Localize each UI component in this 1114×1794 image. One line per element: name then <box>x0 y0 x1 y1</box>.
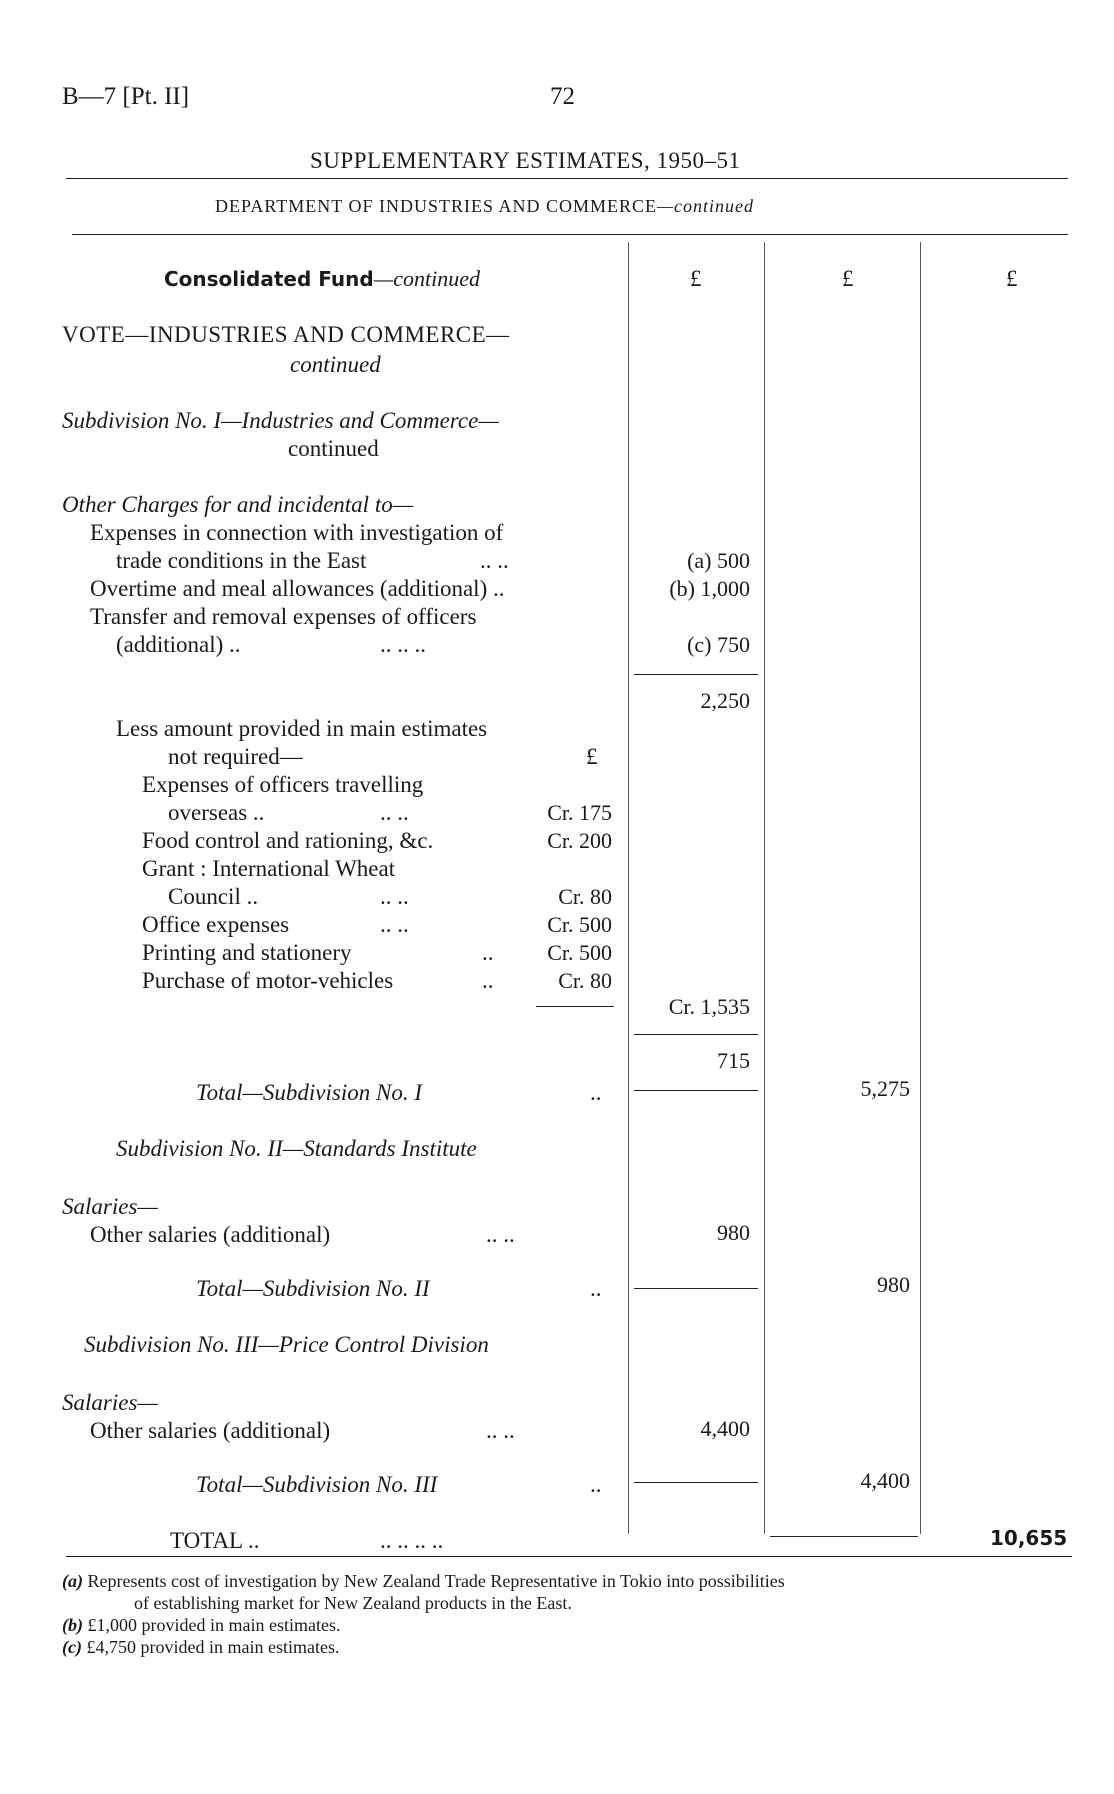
sub1-item-3-line2: (additional) .. <box>116 632 241 657</box>
department-heading <box>215 196 754 217</box>
sub2-heading: Subdivision No. II—Standards Institute <box>116 1136 477 1161</box>
credit-2-value: Cr. 200 <box>547 828 612 853</box>
column-currency-3: £ <box>1006 266 1018 291</box>
department-continued: —continued <box>656 196 754 216</box>
credit-3-line1: Grant : International Wheat <box>142 856 396 881</box>
footnote-a <box>62 1570 785 1592</box>
credit-5-line1: Printing and stationery <box>142 940 352 965</box>
sub2-total-dots: .. <box>590 1276 602 1301</box>
sub1-item-3-dots: .. .. .. <box>380 632 426 657</box>
sub3-item-dots: .. .. <box>486 1418 515 1443</box>
sub2-total-value: 980 <box>877 1272 910 1297</box>
less-heading: Less amount provided in main estimates <box>116 716 488 741</box>
page-number: 72 <box>550 83 575 110</box>
sub1-group-heading: Other Charges for and incidental to— <box>62 492 414 517</box>
sub2-item: Other salaries (additional) <box>90 1222 331 1247</box>
sub3-item: Other salaries (additional) <box>90 1418 331 1443</box>
credit-1-line2: overseas .. <box>168 800 265 825</box>
sub1-net-rule <box>634 1034 758 1035</box>
sub2-item-value: 980 <box>717 1220 750 1245</box>
footnote-b-text: £1,000 provided in main estimates. <box>87 1615 341 1635</box>
less-heading-line2: not required— <box>168 744 303 769</box>
credit-5-dots: .. <box>482 940 494 965</box>
sub1-heading: Subdivision No. I—Industries and Commerce— <box>62 408 499 433</box>
sub1-net-value: 715 <box>717 1048 750 1073</box>
grand-total-value: 10,655 <box>990 1526 1068 1550</box>
credit-6-line1: Purchase of motor-vehicles <box>142 968 394 993</box>
sub2-group-heading: Salaries— <box>62 1194 158 1219</box>
sub1-item-1-line1: Expenses in connection with investigation of <box>90 520 504 545</box>
credit-6-dots: .. <box>482 968 494 993</box>
sub3-total-value: 4,400 <box>860 1468 910 1493</box>
credit-1-line1: Expenses of officers travelling <box>142 772 424 797</box>
column-rule-1 <box>628 242 629 1534</box>
sub1-credit-total: Cr. 1,535 <box>668 994 750 1019</box>
sub1-item-2-line1: Overtime and meal allowances (additional) .. <box>90 576 505 601</box>
grand-total-dots-1: .. .. <box>380 1528 409 1553</box>
credit-3-dots: .. .. <box>380 884 409 909</box>
sub1-item-1-value: (a) 500 <box>687 548 750 573</box>
sub3-heading: Subdivision No. III—Price Control Division <box>84 1332 489 1357</box>
footnote-c <box>62 1636 339 1658</box>
fund-continued: —continued <box>373 266 481 291</box>
footnote-a-mark: (a) <box>62 1571 83 1591</box>
fund-heading <box>164 266 480 292</box>
document-reference: B—7 [Pt. II] <box>62 83 190 110</box>
credit-1-dots: .. .. <box>380 800 409 825</box>
column-rule-3 <box>920 242 921 1534</box>
grand-total-dots <box>380 1528 443 1554</box>
sub1-gross-value: 2,250 <box>700 688 750 713</box>
grand-total-rule-col3 <box>770 1536 918 1537</box>
credit-5-value: Cr. 500 <box>547 940 612 965</box>
vote-heading: VOTE—INDUSTRIES AND COMMERCE— <box>62 322 510 347</box>
credit-3-line2: Council .. <box>168 884 259 909</box>
grand-total-dots-2: .. .. <box>414 1528 444 1553</box>
credit-6-value: Cr. 80 <box>558 968 612 993</box>
column-currency-2: £ <box>842 266 854 291</box>
sub1-item-3-value: (c) 750 <box>687 632 750 657</box>
sub3-item-value: 4,400 <box>700 1416 750 1441</box>
footnote-a-text: Represents cost of investigation by New Zealand Trade Representative in Tokio into possibilities <box>87 1571 785 1591</box>
credits-rule <box>536 1006 614 1007</box>
sub1-item-1-dots: .. .. <box>480 548 509 573</box>
sub3-group-heading: Salaries— <box>62 1390 158 1415</box>
column-currency-1: £ <box>690 266 702 291</box>
page-title: SUPPLEMENTARY ESTIMATES, 1950–51 <box>310 148 741 173</box>
sub1-total-value: 5,275 <box>860 1076 910 1101</box>
footnote-c-text: £4,750 provided in main estimates. <box>86 1637 340 1657</box>
sub1-item-2-value: (b) 1,000 <box>669 576 750 601</box>
sub1-total-label: Total—Subdivision No. I <box>196 1080 422 1105</box>
sub3-total-label: Total—Subdivision No. III <box>196 1472 438 1497</box>
sub1-total-dots: .. <box>590 1080 602 1105</box>
credit-4-line1: Office expenses <box>142 912 290 937</box>
credit-3-value: Cr. 80 <box>558 884 612 909</box>
vote-continued: continued <box>290 352 381 377</box>
sub2-total-rule <box>634 1288 758 1289</box>
credit-1-value: Cr. 175 <box>547 800 612 825</box>
credit-4-dots: .. .. <box>380 912 409 937</box>
sub1-total-rule <box>634 1090 758 1091</box>
table-bottom-rule <box>66 1556 1072 1557</box>
sub2-total-label: Total—Subdivision No. II <box>196 1276 430 1301</box>
credit-4-value: Cr. 500 <box>547 912 612 937</box>
grand-total-label: TOTAL .. <box>170 1528 260 1553</box>
fund-label: Consolidated Fund <box>164 267 374 291</box>
sub3-total-rule <box>634 1482 758 1483</box>
footnote-b-mark: (b) <box>62 1615 83 1635</box>
department-name: DEPARTMENT OF INDUSTRIES AND COMMERCE <box>215 196 657 216</box>
sub1-gross-rule <box>634 674 758 675</box>
column-rule-2 <box>764 242 765 1534</box>
sub1-item-3-line1: Transfer and removal expenses of officers <box>90 604 477 629</box>
footnote-a-text2: of establishing market for New Zealand products in the East. <box>134 1593 572 1613</box>
sub3-total-dots: .. <box>590 1472 602 1497</box>
sub2-item-dots: .. .. <box>486 1222 515 1247</box>
credit-2-line1: Food control and rationing, &c. <box>142 828 434 853</box>
department-rule <box>72 234 1068 235</box>
footnote-c-mark: (c) <box>62 1637 82 1657</box>
less-currency: £ <box>586 744 598 769</box>
footnote-b <box>62 1614 340 1636</box>
sub1-item-1-line2: trade conditions in the East <box>116 548 367 573</box>
sub1-heading-continued: continued <box>288 436 379 461</box>
title-rule <box>66 178 1068 179</box>
